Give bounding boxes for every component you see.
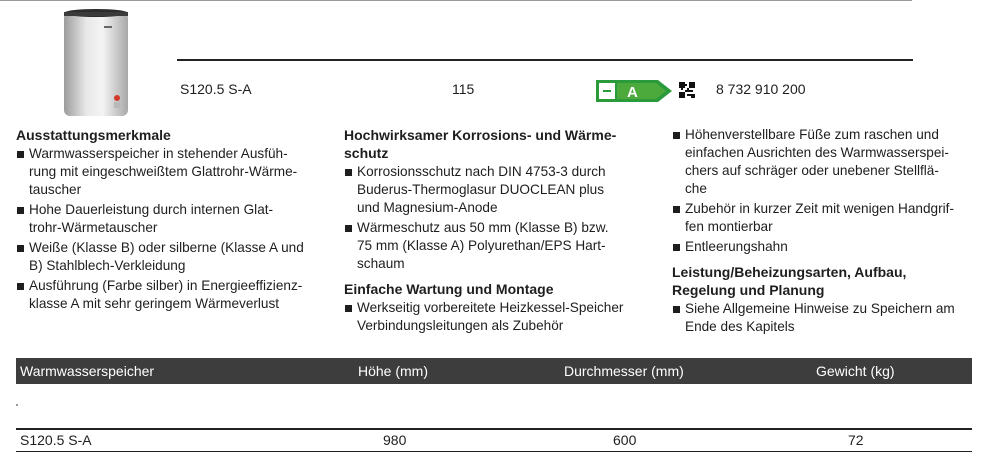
list-item: Wärmeschutz aus 50 mm (Klasse B) bzw. 75 mm (Klasse A) Polyurethan/EPS Hart- schaum [344, 219, 649, 273]
table-header [16, 358, 972, 384]
heading-ausstattungsmerkmale: Ausstattungsmerkmale [16, 127, 171, 143]
feature-list [344, 299, 649, 335]
top-rule [0, 0, 912, 1]
list-item: Korrosionsschutz nach DIN 4753-3 durch Buderus-Thermoglasur DUOCLEAN plus und Magnesium-Anode [344, 163, 649, 217]
heading-leistung-planung: Leistung/Beheizungsarten, Aufbau, Regelung und Planung [672, 264, 907, 298]
product-rule [177, 59, 913, 61]
energy-class-text: A [627, 84, 638, 101]
product-article-number: 8 732 910 200 [716, 81, 806, 97]
list-item: Werkseitig vorbereitete Heizkessel-Speicher Verbindungsleitungen als Zubehör [344, 299, 649, 335]
cell-height: 980 [383, 432, 407, 448]
features-column-1 [16, 126, 326, 315]
list-item: Weiße (Klasse B) oder silberne (Klasse A und B) Stahlblech-Verkleidung [16, 239, 326, 275]
product-name: S120.5 S-A [180, 81, 252, 97]
feature-list [344, 163, 649, 273]
table-row-top-rule [16, 428, 972, 430]
cell-weight: 72 [848, 432, 864, 448]
list-item: Warmwasserspeicher in stehender Ausfüh- rung mit eingeschweißtem Glattrohr-Wärme- tauscher [16, 145, 326, 199]
list-item: Zubehör in kurzer Zeit mit wenigen Handgrif- fen montierbar [672, 200, 982, 236]
feature-list [672, 300, 982, 336]
list-item: Siehe Allgemeine Hinweise zu Speichern am Ende des Kapitels [672, 300, 982, 336]
product-volume: 115 [452, 81, 475, 97]
header-hoehe: Höhe (mm) [358, 363, 429, 379]
list-item: Hohe Dauerleistung durch internen Glat- trohr-Wärmetauscher [16, 201, 326, 237]
water-tank-image [60, 6, 132, 118]
table-spacer-mark [16, 404, 18, 406]
list-item: Höhenverstellbare Füße zum raschen und einfachen Ausrichten des Warmwasserspei- chers auf schräger oder unebener Stellflä- che [672, 126, 982, 198]
qr-code-icon [679, 82, 695, 98]
feature-list [16, 145, 326, 313]
header-warmwasserspeicher: Warmwasserspeicher [20, 363, 155, 379]
heading-wartung-montage: Einfache Wartung und Montage [344, 281, 554, 297]
energy-label [596, 80, 672, 102]
features-column-2 [344, 126, 649, 337]
features-column-3 [672, 126, 982, 338]
list-item: Ausführung (Farbe silber) in Energieeffizienz- klasse A mit sehr geringem Wärmeverlust [16, 277, 326, 313]
list-item: Entleerungshahn [672, 238, 982, 256]
feature-list [672, 126, 982, 256]
header-gewicht: Gewicht (kg) [816, 363, 895, 379]
cell-diameter: 600 [613, 432, 637, 448]
table-row-bottom-rule [16, 451, 972, 452]
heading-korrosionsschutz: Hochwirksamer Korrosions- und Wärme- schutz [344, 127, 617, 161]
header-durchmesser: Durchmesser (mm) [564, 363, 684, 379]
cell-model: S120.5 S-A [20, 432, 92, 448]
